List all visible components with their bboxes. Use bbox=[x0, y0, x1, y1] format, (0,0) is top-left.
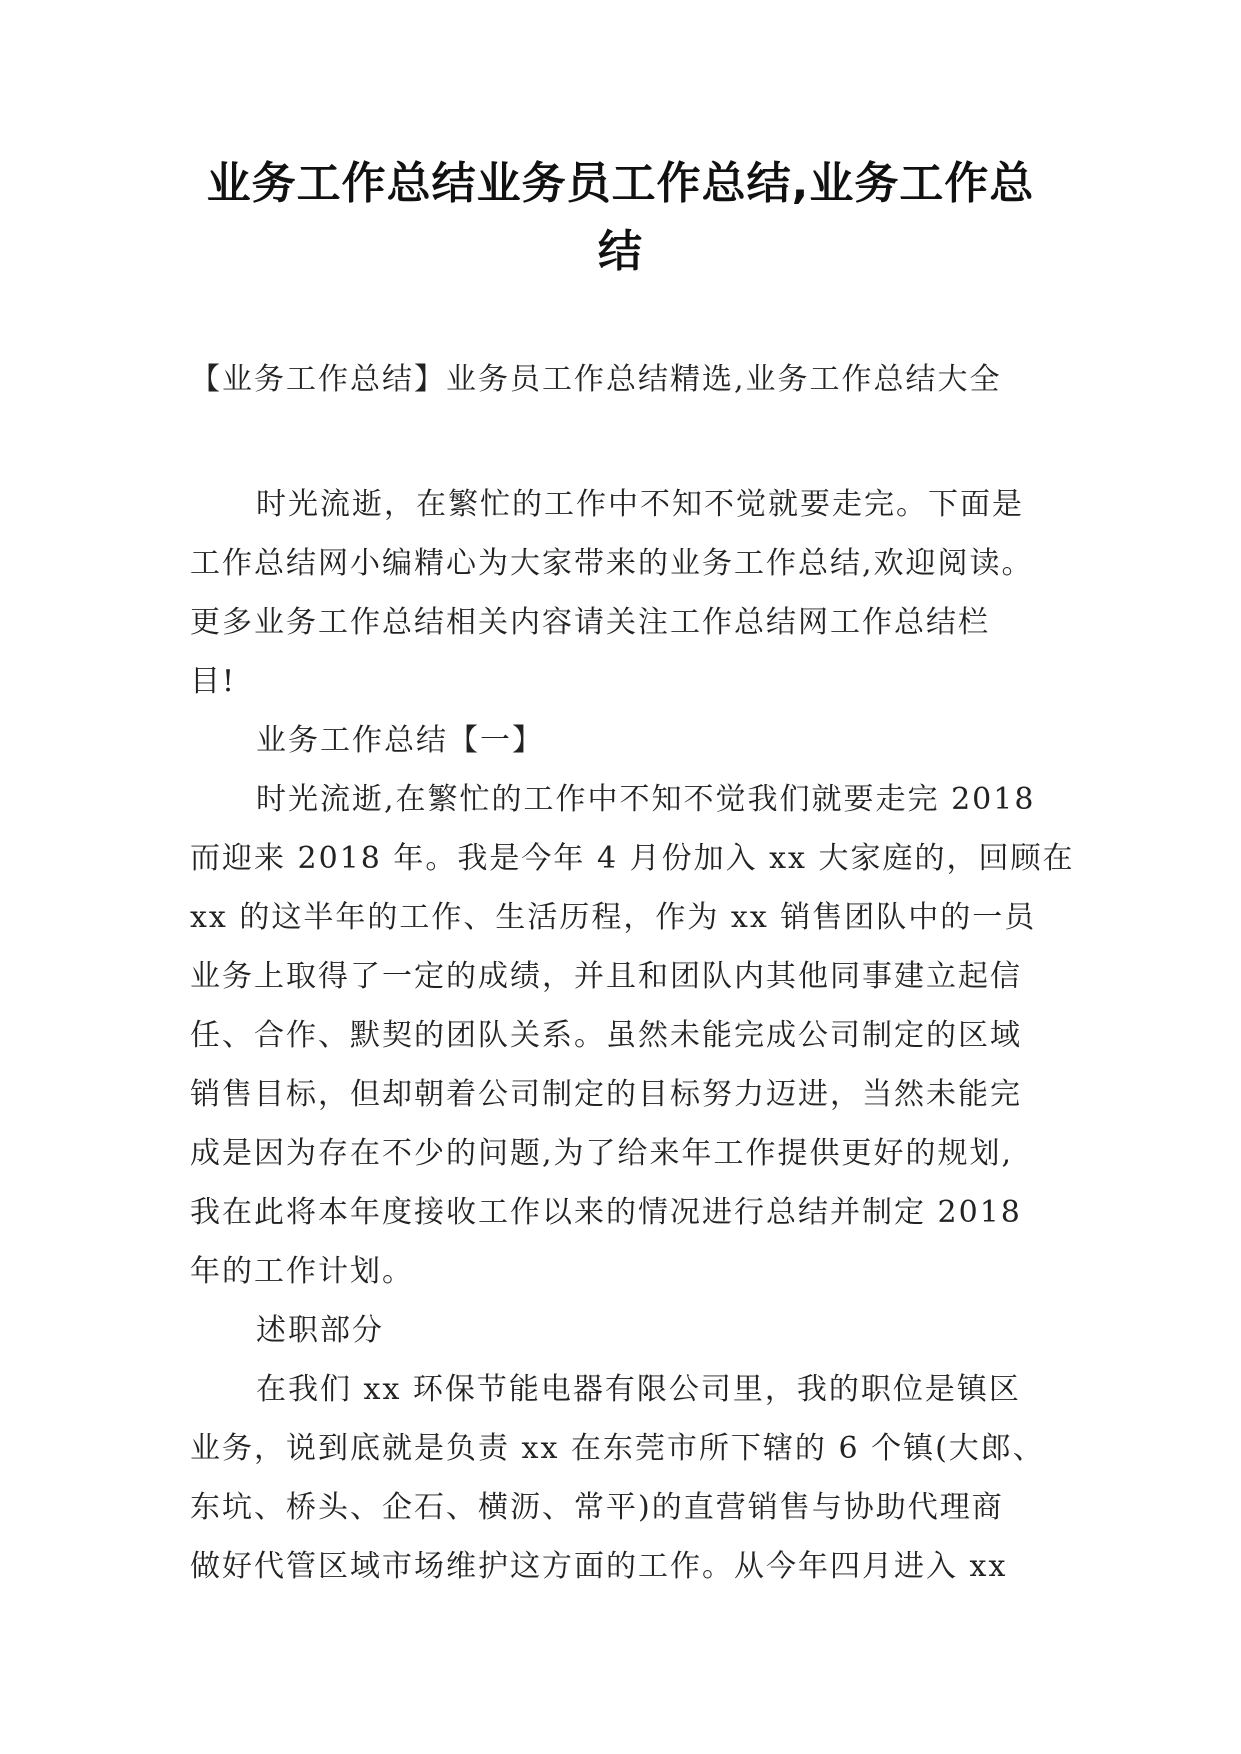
body-line: 时光流逝,在繁忙的工作中不知不觉我们就要走完 2018 bbox=[256, 782, 1036, 817]
body-line: 任、合作、默契的团队关系。虽然未能完成公司制定的区域 bbox=[190, 1018, 1022, 1053]
body-line: 目! bbox=[190, 664, 237, 699]
body-line: 而迎来 2018 年。我是今年 4 月份加入 xx 大家庭的，回顾在 bbox=[190, 841, 1075, 876]
body-line: 更多业务工作总结相关内容请关注工作总结网工作总结栏 bbox=[190, 605, 990, 640]
document-subtitle: 【业务工作总结】业务员工作总结精选,业务工作总结大全 bbox=[190, 362, 1002, 397]
body-line: 业务上取得了一定的成绩，并且和团队内其他同事建立起信 bbox=[190, 959, 1022, 994]
body-line: 我在此将本年度接收工作以来的情况进行总结并制定 2018 bbox=[190, 1195, 1022, 1230]
document-body bbox=[190, 475, 1075, 1596]
body-line: 成是因为存在不少的问题,为了给来年工作提供更好的规划, bbox=[190, 1136, 1014, 1171]
body-line: 销售目标，但却朝着公司制定的目标努力迈进，当然未能完 bbox=[190, 1077, 1022, 1112]
body-line: xx 的这半年的工作、生活历程，作为 xx 销售团队中的一员 bbox=[190, 900, 1037, 935]
body-line: 年的工作计划。 bbox=[190, 1254, 414, 1289]
section-heading: 述职部分 bbox=[256, 1313, 384, 1348]
title-line-1: 业务工作总结业务员工作总结,业务工作总 bbox=[206, 158, 1035, 209]
body-line: 做好代管区域市场维护这方面的工作。从今年四月进入 xx bbox=[190, 1549, 1008, 1584]
document-title bbox=[170, 150, 1071, 286]
body-line: 在我们 xx 环保节能电器有限公司里，我的职位是镇区 bbox=[256, 1372, 1021, 1407]
body-line: 时光流逝，在繁忙的工作中不知不觉就要走完。下面是 bbox=[256, 487, 1024, 522]
body-line: 业务，说到底就是负责 xx 在东莞市所下辖的 6 个镇(大郎、 bbox=[190, 1431, 1045, 1466]
section-heading: 业务工作总结【一】 bbox=[256, 723, 544, 758]
title-line-2: 结 bbox=[598, 226, 643, 277]
body-line: 东坑、桥头、企石、横沥、常平)的直营销售与协助代理商 bbox=[190, 1490, 1004, 1525]
body-line: 工作总结网小编精心为大家带来的业务工作总结,欢迎阅读。 bbox=[190, 546, 1034, 581]
